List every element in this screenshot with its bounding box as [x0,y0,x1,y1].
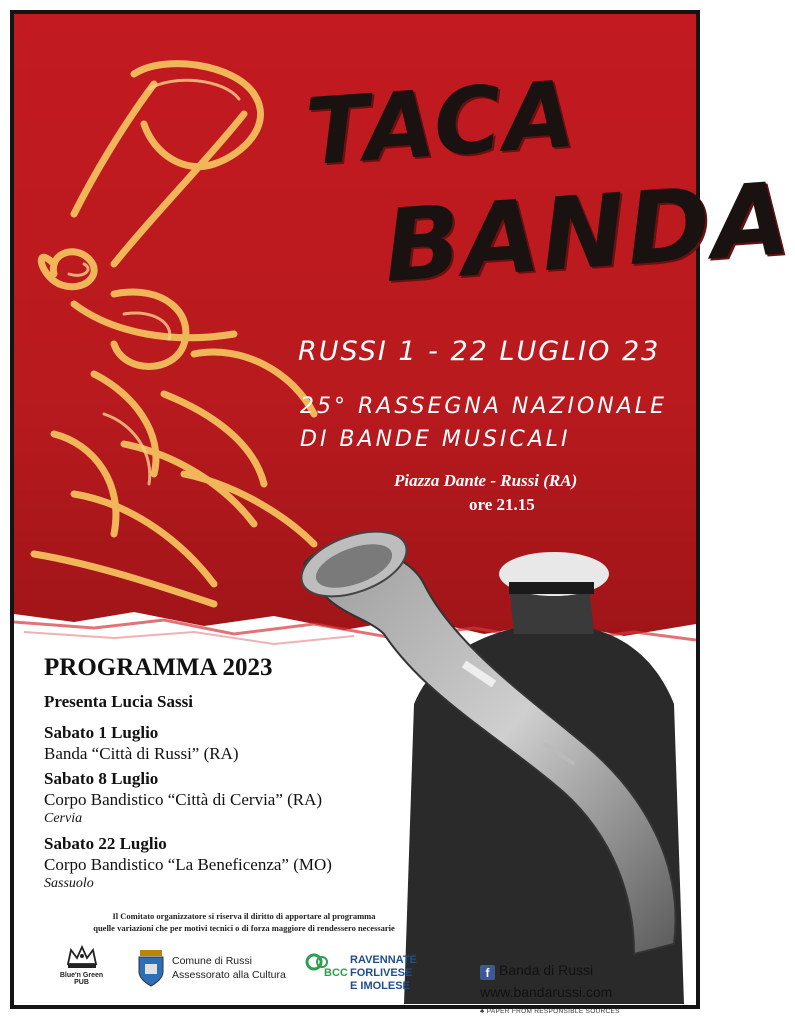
event-band: Corpo Bandistico “Città di Cervia” (RA) [44,790,323,809]
event-item [44,768,424,827]
programme-title: PROGRAMMA 2023 [44,654,273,681]
disclaimer-line-2: quelle variazioni che per motivi tecnici o di forza maggiore di rendessero necessarie [93,923,395,933]
event-date: Sabato 1 Luglio [44,723,159,742]
poster-frame [10,10,795,1015]
event-dates: RUSSI 1 - 22 LUGLIO 23 [298,336,661,367]
pub-name: Blue'n Green PUB [59,972,104,986]
event-item [44,722,424,764]
event-date: Sabato 22 Luglio [44,834,167,853]
bcc-name-line-3: E IMOLESE [350,980,410,992]
coat-of-arms-icon [136,948,166,988]
disclaimer-line-1: Il Comitato organizzatore si riserva il diritto di apportare al programma [112,911,376,921]
paper-source-text: PAPER FROM RESPONSIBLE SOURCES [486,1008,620,1015]
event-item [44,833,424,892]
bcc-name-line-1: RAVENNATE [350,954,417,966]
disclaimer [74,910,414,934]
event-date: Sabato 8 Luglio [44,769,159,788]
event-city: Sassuolo [44,876,94,891]
title-line-1: TACA [302,60,581,187]
paper-source-note [480,1008,620,1015]
event-location: Piazza Dante - Russi (RA) [394,471,578,490]
event-city: Cervia [44,811,83,826]
tree-icon: ♣ [480,1008,487,1015]
bcc-mark-text: BCC [324,967,348,979]
event-band: Corpo Bandistico “La Beneficenza” (MO) [44,855,332,874]
bcc-name [350,954,417,993]
bcc-logo [304,950,417,992]
event-time: ore 21.15 [469,495,535,514]
pub-logo [54,944,109,986]
title-line-2: BANDA [380,159,795,306]
presenter: Presenta Lucia Sassi [44,692,193,711]
facebook-link[interactable] [480,962,593,980]
bcc-mark-icon [304,950,346,980]
facebook-icon: f [480,965,495,980]
comune-department: Assessorato alla Cultura [172,969,286,981]
comune-logo [172,954,286,982]
bcc-name-line-2: FORLIVESE [350,967,413,979]
comune-name: Comune di Russi [172,955,252,967]
programme-section [44,654,424,896]
subtitle-line-2: DI BANDE MUSICALI [300,427,571,452]
facebook-page-name: Banda di Russi [499,962,594,978]
crown-icon [65,944,99,970]
event-band: Banda “Città di Russi” (RA) [44,744,239,763]
subtitle-line-1: 25° RASSEGNA NAZIONALE [300,394,667,419]
website-link[interactable]: www.bandarussi.com [480,984,613,1000]
